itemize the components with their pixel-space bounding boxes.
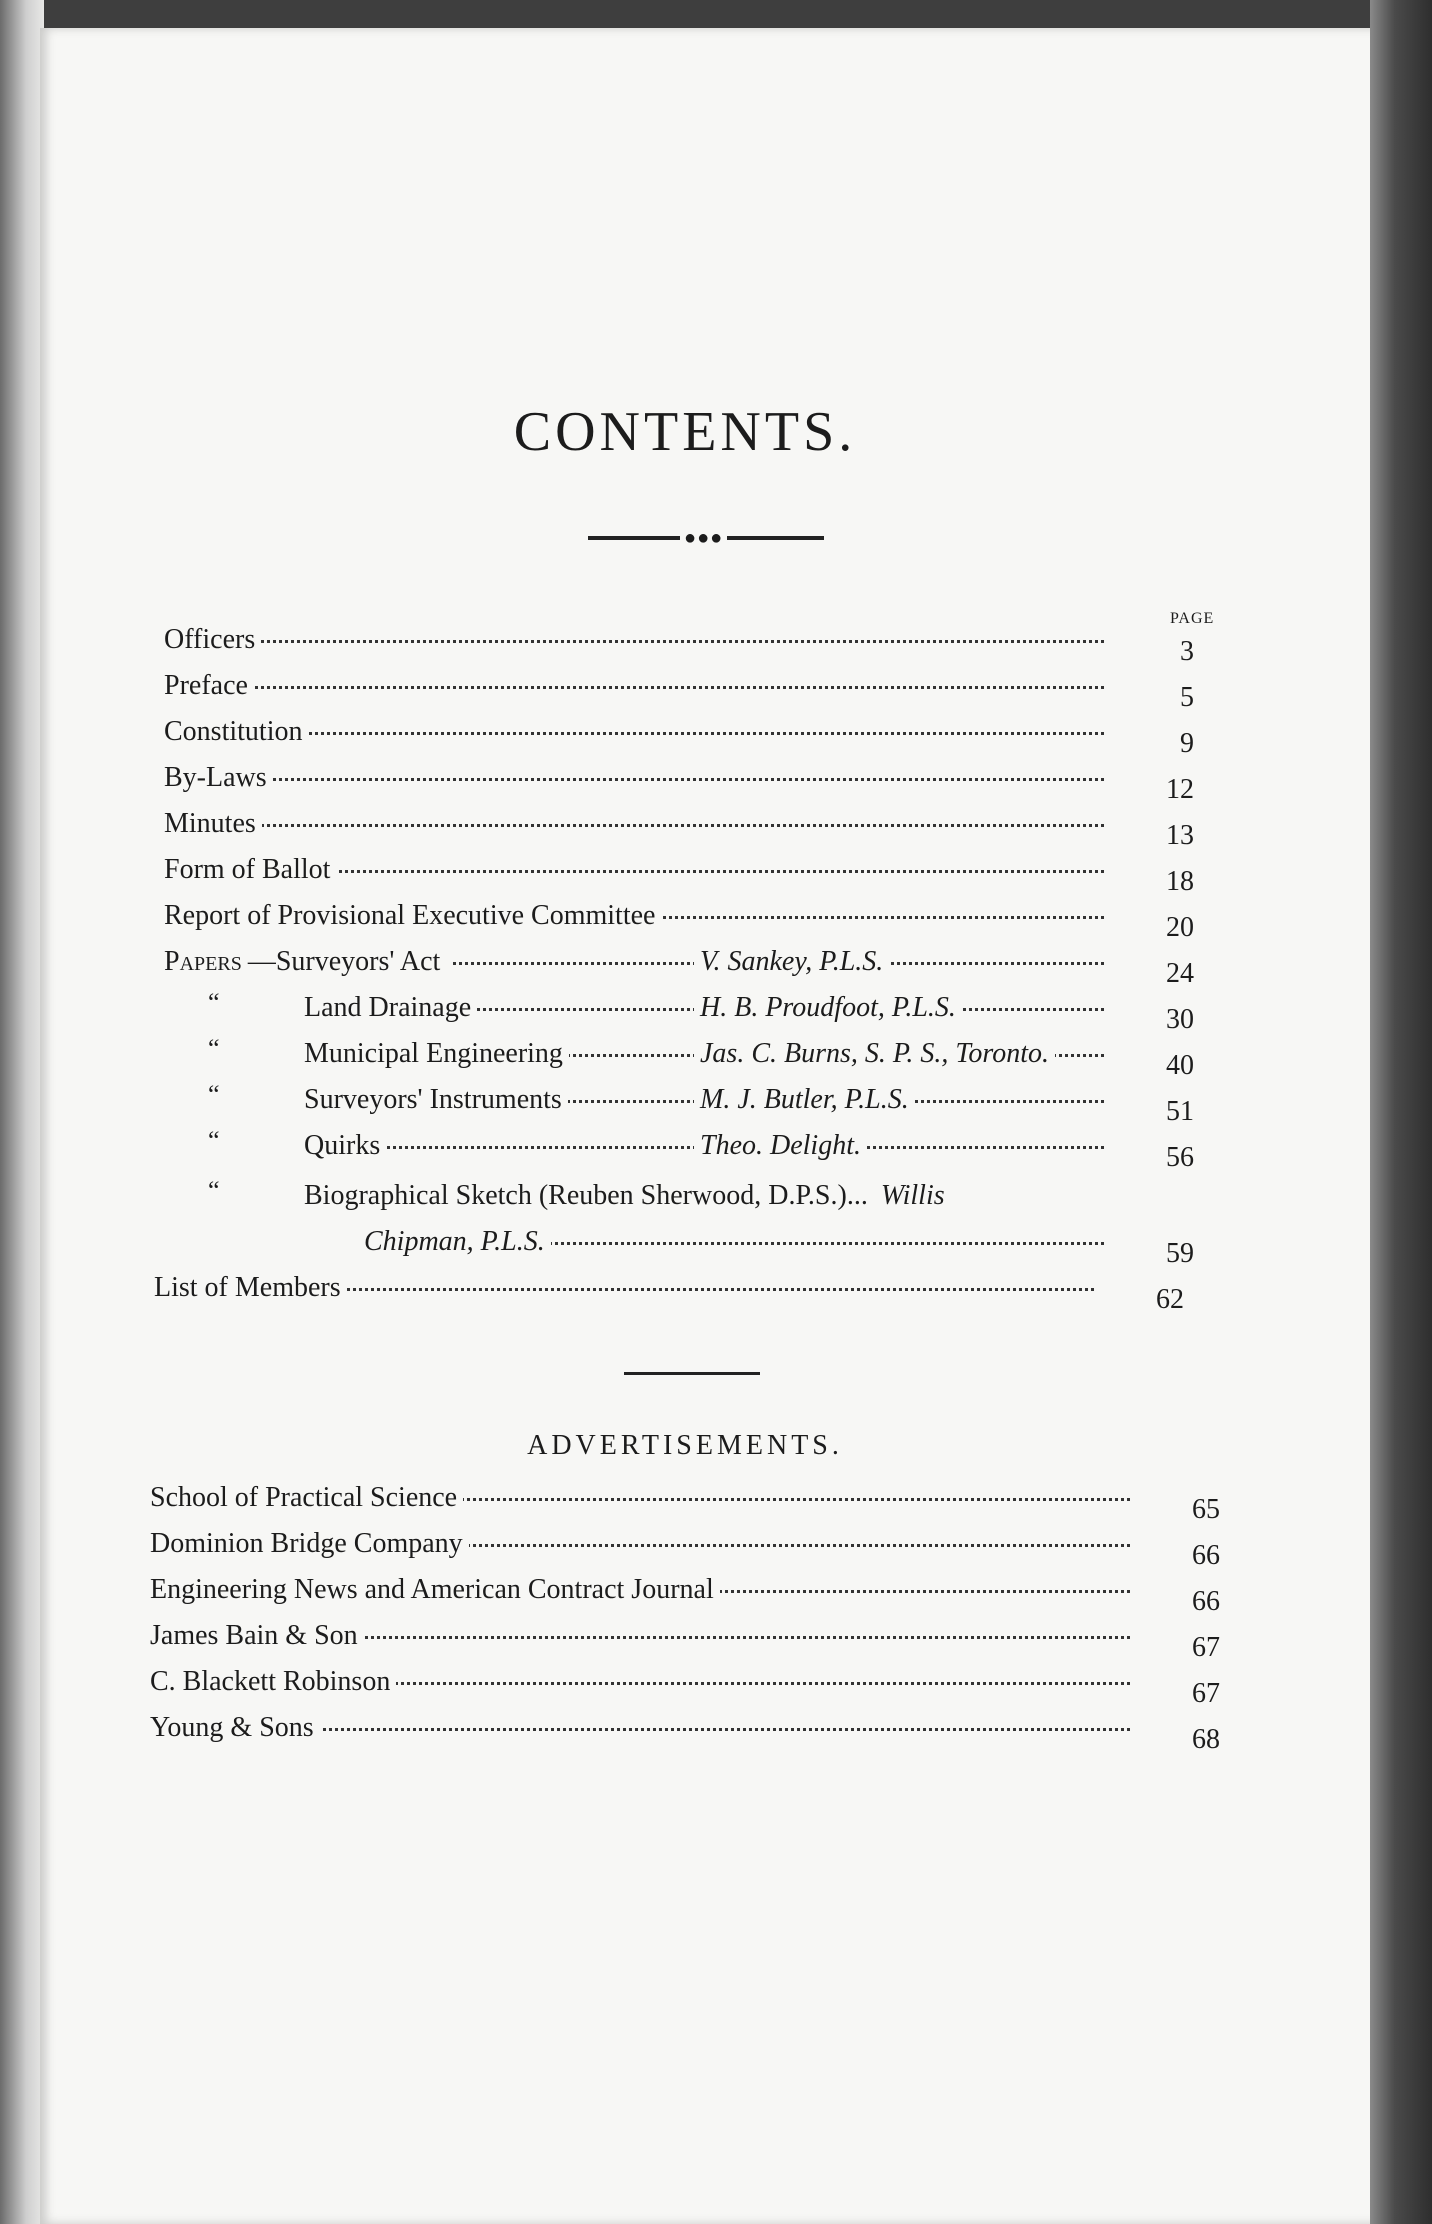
paper-author: Jas. C. Burns, S. P. S., Toronto.: [694, 1034, 1055, 1074]
paper-author: H. B. Proudfoot, P.L.S.: [694, 988, 962, 1028]
page-binding-edge: [0, 0, 44, 2224]
toc-entry-label: Form of Ballot: [164, 854, 336, 885]
ad-entry-james-bain: [150, 1616, 1220, 1663]
toc-entry-preface: [164, 666, 1194, 713]
toc-paper-surveyors-act: Papers —Surveyors' Act V. Sankey, P.L.S. 24: [164, 942, 1194, 982]
ditto-mark: “: [208, 1034, 220, 1063]
ad-entry-page: 68: [1192, 1724, 1220, 1755]
toc-paper-surveyors-instruments: [164, 1080, 1194, 1127]
toc-entry-page: 59: [1166, 1238, 1194, 1269]
toc-entry-page: 3: [1180, 636, 1194, 667]
ad-entry-young-sons: [150, 1708, 1220, 1755]
toc-entry-report: [164, 896, 1194, 943]
ad-entry-school-of-practical-science: [150, 1478, 1220, 1525]
ad-entry-label: Dominion Bridge Company: [150, 1528, 469, 1559]
toc-entry-page: 9: [1180, 728, 1194, 759]
toc-entry-page: 30: [1166, 1004, 1194, 1035]
toc-entry-list-of-members: [154, 1268, 1184, 1315]
toc-entry-label: Minutes: [164, 808, 262, 839]
paper-author: Chipman, P.L.S.: [364, 1226, 551, 1257]
paper-author: V. Sankey, P.L.S.: [694, 942, 889, 982]
ad-entry-page: 65: [1192, 1494, 1220, 1525]
toc-paper-biographical-sketch-line2: [164, 1222, 1194, 1269]
ditto-mark: “: [208, 1126, 220, 1155]
page-column-label: PAGE: [1170, 610, 1215, 627]
section-divider: [624, 1372, 760, 1375]
toc-entry-label: List of Members: [154, 1272, 347, 1303]
ad-entry-page: 66: [1192, 1586, 1220, 1617]
toc-entry-label: Constitution: [164, 716, 308, 747]
ad-entry-label: Engineering News and American Contract Journal: [150, 1574, 720, 1605]
toc-entry-page: 40: [1166, 1050, 1194, 1081]
ad-entry-page: 67: [1192, 1678, 1220, 1709]
paper-author: Theo. Delight.: [694, 1126, 867, 1166]
paper-topic: Surveyors' Instruments: [304, 1084, 568, 1115]
ad-entry-engineering-news: [150, 1570, 1220, 1617]
toc-entry-label: Report of Provisional Executive Committee: [164, 900, 661, 931]
paper-topic: Quirks: [304, 1130, 386, 1161]
ad-entry-dominion-bridge: [150, 1524, 1220, 1571]
toc-entry-officers: [164, 620, 1194, 667]
toc-paper-biographical-sketch-line1: [164, 1176, 1194, 1216]
toc-entry-label: Officers: [164, 624, 261, 655]
toc-paper-municipal-engineering: [164, 1034, 1194, 1081]
toc-paper-land-drainage: [164, 988, 1194, 1035]
ad-entry-page: 67: [1192, 1632, 1220, 1663]
ad-entry-blackett-robinson: [150, 1662, 1220, 1709]
toc-entry-label: By-Laws: [164, 762, 273, 793]
toc-entry-page: 13: [1166, 820, 1194, 851]
advertisements-heading: ADVERTISEMENTS.: [527, 1430, 843, 1461]
toc-entry-minutes: [164, 804, 1194, 851]
paper-author: M. J. Butler, P.L.S.: [694, 1080, 915, 1120]
toc-entry-page: 20: [1166, 912, 1194, 943]
ad-entry-label: School of Practical Science: [150, 1482, 463, 1513]
toc-entry-constitution: [164, 712, 1194, 759]
toc-entry-by-laws: [164, 758, 1194, 805]
toc-entry-page: 51: [1166, 1096, 1194, 1127]
ad-entry-label: James Bain & Son: [150, 1620, 364, 1651]
toc-entry-page: 56: [1166, 1142, 1194, 1173]
paper-topic: Biographical Sketch (Reuben Sherwood, D.P.S.)...: [304, 1180, 874, 1211]
toc-entry-page: 24: [1166, 958, 1194, 989]
ad-entry-label: Young & Sons: [150, 1712, 320, 1743]
ditto-mark: “: [208, 1176, 220, 1205]
paper-topic: Municipal Engineering: [304, 1038, 569, 1069]
paper-author: Willis: [881, 1180, 951, 1211]
page-right-edge: [1370, 0, 1432, 2224]
toc-entry-page: 5: [1180, 682, 1194, 713]
ad-entry-page: 66: [1192, 1540, 1220, 1571]
toc-entry-label: Preface: [164, 670, 254, 701]
title-ornament-dots: ●●●: [680, 528, 727, 548]
toc-entry-page: 62: [1156, 1284, 1184, 1315]
ditto-mark: “: [208, 1080, 220, 1109]
toc-entry-form-of-ballot: [164, 850, 1194, 897]
toc-paper-quirks: [164, 1126, 1194, 1173]
paper-topic: Land Drainage: [304, 992, 477, 1023]
page-title: CONTENTS.: [513, 401, 857, 463]
toc-entry-page: 18: [1166, 866, 1194, 897]
papers-prefix: Papers: [164, 946, 248, 977]
ditto-mark: “: [208, 988, 220, 1017]
toc-entry-page: 12: [1166, 774, 1194, 805]
paper-topic: Surveyors' Act: [276, 946, 446, 977]
ad-entry-label: C. Blackett Robinson: [150, 1666, 396, 1697]
